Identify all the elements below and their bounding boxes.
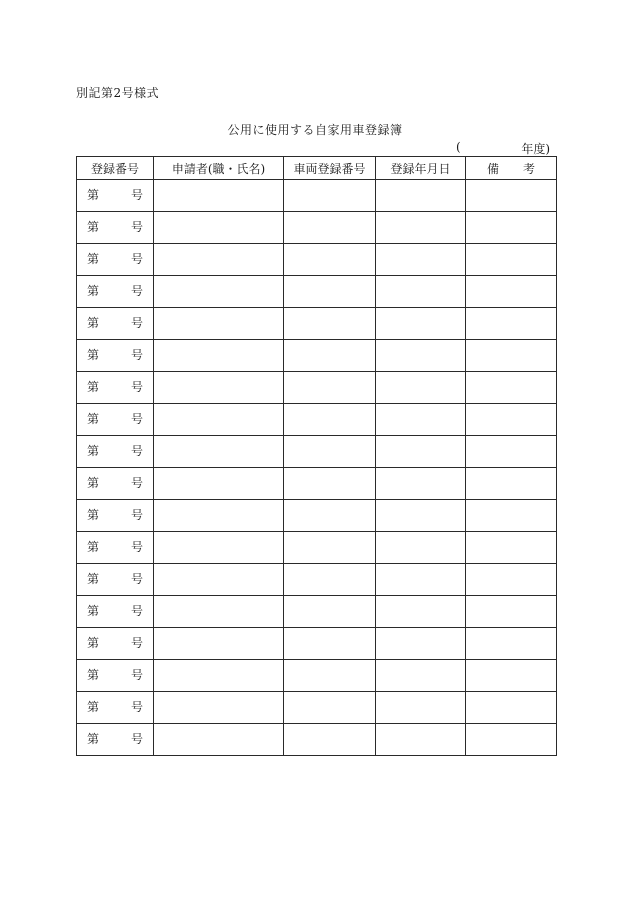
registration-date-cell[interactable]	[376, 244, 466, 276]
vehicle-registration-number-cell[interactable]	[284, 596, 376, 628]
vehicle-registration-number-cell[interactable]	[284, 308, 376, 340]
table-row	[77, 500, 557, 532]
table-row	[77, 532, 557, 564]
table-row	[77, 180, 557, 212]
registration-number-suffix: 号	[130, 572, 143, 586]
remarks-cell[interactable]	[466, 564, 557, 596]
applicant-cell[interactable]	[154, 724, 284, 756]
registration-number-cell	[77, 212, 154, 244]
remarks-cell[interactable]	[466, 468, 557, 500]
remarks-cell[interactable]	[466, 596, 557, 628]
vehicle-registration-number-cell[interactable]	[284, 244, 376, 276]
applicant-cell[interactable]	[154, 692, 284, 724]
registration-number-cell	[77, 532, 154, 564]
registration-number-cell	[77, 628, 154, 660]
vehicle-registration-number-cell[interactable]	[284, 404, 376, 436]
registration-number-suffix: 号	[130, 668, 143, 682]
remarks-cell[interactable]	[466, 500, 557, 532]
registration-number-cell	[77, 468, 154, 500]
header-remarks: 備考	[466, 157, 557, 180]
remarks-cell[interactable]	[466, 244, 557, 276]
header-applicant: 申請者(職・氏名)	[154, 157, 284, 180]
registration-number-cell	[77, 596, 154, 628]
registration-number-cell	[77, 660, 154, 692]
registration-date-cell[interactable]	[376, 500, 466, 532]
registration-date-cell[interactable]	[376, 404, 466, 436]
registration-number-prefix: 第	[87, 220, 100, 234]
vehicle-registration-number-cell[interactable]	[284, 500, 376, 532]
registration-date-cell[interactable]	[376, 372, 466, 404]
vehicle-registration-number-cell[interactable]	[284, 180, 376, 212]
registration-number-cell	[77, 404, 154, 436]
registration-number-suffix: 号	[130, 540, 143, 554]
fiscal-year-label: 年度)	[521, 142, 550, 156]
registration-number-prefix: 第	[87, 572, 100, 586]
vehicle-registration-number-cell[interactable]	[284, 564, 376, 596]
registration-number-suffix: 号	[130, 412, 143, 426]
registration-number-prefix: 第	[87, 316, 100, 330]
registration-number-prefix: 第	[87, 252, 100, 266]
remarks-cell[interactable]	[466, 276, 557, 308]
registration-number-prefix: 第	[87, 732, 100, 746]
applicant-cell[interactable]	[154, 468, 284, 500]
vehicle-registration-number-cell[interactable]	[284, 340, 376, 372]
document-title: 公用に使用する自家用車登録簿	[227, 123, 403, 137]
registration-number-suffix: 号	[130, 316, 143, 330]
registration-number-suffix: 号	[130, 252, 143, 266]
registration-date-cell[interactable]	[376, 596, 466, 628]
vehicle-registration-number-cell[interactable]	[284, 276, 376, 308]
registration-number-prefix: 第	[87, 540, 100, 554]
vehicle-registration-number-cell[interactable]	[284, 436, 376, 468]
registration-number-prefix: 第	[87, 444, 100, 458]
applicant-cell[interactable]	[154, 340, 284, 372]
vehicle-registration-number-cell[interactable]	[284, 692, 376, 724]
registration-number-cell	[77, 692, 154, 724]
table-row	[77, 308, 557, 340]
registration-date-cell[interactable]	[376, 564, 466, 596]
applicant-cell[interactable]	[154, 628, 284, 660]
registration-number-prefix: 第	[87, 668, 100, 682]
registration-number-suffix: 号	[130, 476, 143, 490]
registration-number-cell	[77, 276, 154, 308]
registration-number-suffix: 号	[130, 508, 143, 522]
remarks-cell[interactable]	[466, 404, 557, 436]
applicant-cell[interactable]	[154, 276, 284, 308]
registration-date-cell[interactable]	[376, 532, 466, 564]
registration-date-cell[interactable]	[376, 180, 466, 212]
registration-number-suffix: 号	[130, 700, 143, 714]
table-row	[77, 660, 557, 692]
registration-number-suffix: 号	[130, 284, 143, 298]
vehicle-register-table	[76, 156, 557, 756]
applicant-cell[interactable]	[154, 532, 284, 564]
registration-number-cell	[77, 436, 154, 468]
table-row	[77, 468, 557, 500]
registration-number-prefix: 第	[87, 284, 100, 298]
registration-number-suffix: 号	[130, 188, 143, 202]
table-row	[77, 276, 557, 308]
vehicle-registration-number-cell[interactable]	[284, 468, 376, 500]
registration-number-suffix: 号	[130, 220, 143, 234]
registration-number-prefix: 第	[87, 508, 100, 522]
registration-number-cell	[77, 724, 154, 756]
registration-date-cell[interactable]	[376, 692, 466, 724]
applicant-cell[interactable]	[154, 212, 284, 244]
remarks-cell[interactable]	[466, 724, 557, 756]
registration-number-prefix: 第	[87, 700, 100, 714]
registration-date-cell[interactable]	[376, 212, 466, 244]
registration-number-cell	[77, 244, 154, 276]
table-row	[77, 372, 557, 404]
header-row	[77, 157, 557, 180]
remarks-cell[interactable]	[466, 628, 557, 660]
registration-number-cell	[77, 308, 154, 340]
table-row	[77, 596, 557, 628]
vehicle-registration-number-cell[interactable]	[284, 372, 376, 404]
table-row	[77, 628, 557, 660]
registration-number-cell	[77, 564, 154, 596]
vehicle-registration-number-cell[interactable]	[284, 628, 376, 660]
remarks-cell[interactable]	[466, 660, 557, 692]
applicant-cell[interactable]	[154, 372, 284, 404]
remarks-cell[interactable]	[466, 692, 557, 724]
remarks-cell[interactable]	[466, 180, 557, 212]
table-row	[77, 436, 557, 468]
vehicle-registration-number-cell[interactable]	[284, 532, 376, 564]
vehicle-registration-number-cell[interactable]	[284, 212, 376, 244]
table-row	[77, 244, 557, 276]
table-row	[77, 692, 557, 724]
header-vehicle-registration-number: 車両登録番号	[284, 157, 376, 180]
registration-number-prefix: 第	[87, 604, 100, 618]
applicant-cell[interactable]	[154, 180, 284, 212]
registration-date-cell[interactable]	[376, 340, 466, 372]
registration-date-cell[interactable]	[376, 436, 466, 468]
table-row	[77, 724, 557, 756]
registration-date-cell[interactable]	[376, 276, 466, 308]
applicant-cell[interactable]	[154, 596, 284, 628]
registration-number-prefix: 第	[87, 636, 100, 650]
registration-number-suffix: 号	[130, 348, 143, 362]
remarks-cell[interactable]	[466, 212, 557, 244]
header-registration-date: 登録年月日	[376, 157, 466, 180]
registration-date-cell[interactable]	[376, 660, 466, 692]
registration-number-cell	[77, 180, 154, 212]
applicant-cell[interactable]	[154, 564, 284, 596]
table-row	[77, 404, 557, 436]
registration-date-cell[interactable]	[376, 628, 466, 660]
applicant-cell[interactable]	[154, 660, 284, 692]
remarks-cell[interactable]	[466, 308, 557, 340]
applicant-cell[interactable]	[154, 436, 284, 468]
table-row	[77, 212, 557, 244]
remarks-cell[interactable]	[466, 436, 557, 468]
registration-number-prefix: 第	[87, 380, 100, 394]
registration-number-suffix: 号	[130, 604, 143, 618]
remarks-cell[interactable]	[466, 340, 557, 372]
remarks-cell[interactable]	[466, 372, 557, 404]
remarks-cell[interactable]	[466, 532, 557, 564]
vehicle-registration-number-cell[interactable]	[284, 724, 376, 756]
registration-number-prefix: 第	[87, 188, 100, 202]
form-identifier: 別記第2号様式	[76, 86, 160, 100]
table-row	[77, 340, 557, 372]
applicant-cell[interactable]	[154, 404, 284, 436]
table-row	[77, 564, 557, 596]
registration-date-cell[interactable]	[376, 724, 466, 756]
applicant-cell[interactable]	[154, 308, 284, 340]
applicant-cell[interactable]	[154, 244, 284, 276]
registration-number-cell	[77, 372, 154, 404]
registration-number-cell	[77, 500, 154, 532]
registration-number-prefix: 第	[87, 476, 100, 490]
header-registration-number: 登録番号	[77, 157, 154, 180]
fiscal-year-field	[456, 140, 550, 157]
registration-number-cell	[77, 340, 154, 372]
applicant-cell[interactable]	[154, 500, 284, 532]
registration-number-prefix: 第	[87, 412, 100, 426]
registration-number-prefix: 第	[87, 348, 100, 362]
registration-date-cell[interactable]	[376, 308, 466, 340]
register-body	[77, 180, 557, 756]
vehicle-registration-number-cell[interactable]	[284, 660, 376, 692]
registration-number-suffix: 号	[130, 444, 143, 458]
fiscal-year-open-paren: (	[456, 140, 461, 154]
registration-number-suffix: 号	[130, 636, 143, 650]
registration-number-suffix: 号	[130, 732, 143, 746]
registration-number-suffix: 号	[130, 380, 143, 394]
registration-date-cell[interactable]	[376, 468, 466, 500]
